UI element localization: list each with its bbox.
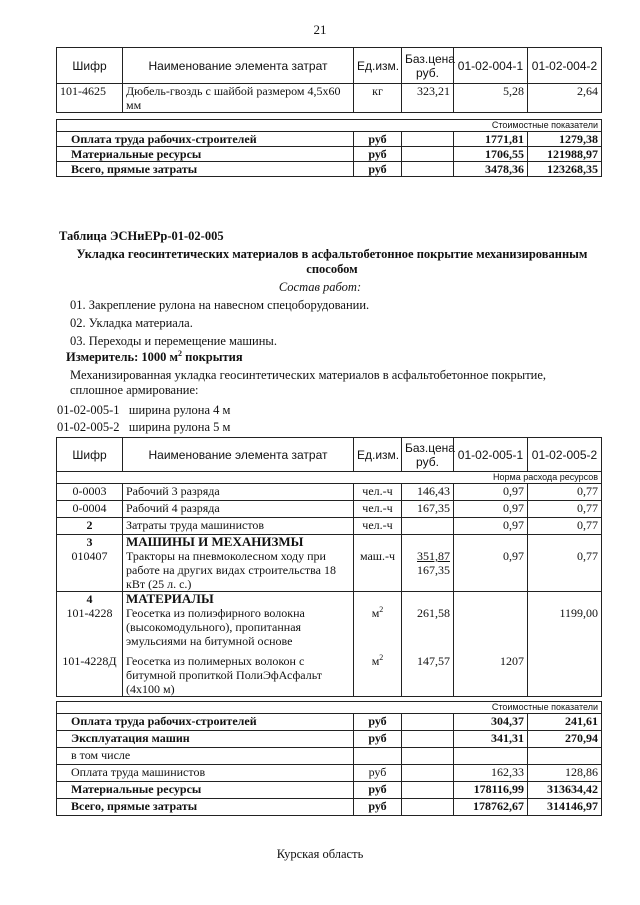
row-unit: маш.-ч (354, 549, 402, 592)
row-price: 261,58 (402, 606, 454, 654)
header-price: Баз.цена руб. (402, 438, 454, 472)
row-v1: 0,97 (454, 549, 528, 592)
row-name: Геосетка из полимерных волокон с битумной пропиткой ПолиЭфАсфальт (4х100 м) (123, 654, 354, 697)
row-price: 167,35 (402, 501, 454, 518)
variant-text: ширина рулона 5 м (128, 420, 231, 434)
price-secondary: 167,35 (417, 563, 450, 577)
row-code: 4 (57, 592, 123, 607)
row-v1: 0,97 (454, 484, 528, 501)
header-col2: 01-02-004-2 (528, 48, 602, 84)
total-row (57, 731, 602, 748)
total-name: Оплата труда рабочих-строителей (57, 714, 354, 731)
table-row (57, 518, 602, 535)
unit-text: м (371, 606, 380, 620)
total-v1: 178116,99 (454, 782, 528, 799)
variant-code: 01-02-005-2 (57, 420, 120, 434)
total-v1: 1771,81 (454, 132, 528, 147)
total-v2: 270,94 (528, 731, 602, 748)
total-unit: руб (354, 132, 402, 147)
header-unit: Ед.изм. (354, 438, 402, 472)
step-item: 03. Переходы и перемещение машины. (70, 334, 277, 348)
row-v2: 0,77 (528, 484, 602, 501)
table-01-02-004 (56, 47, 602, 177)
table-row (57, 501, 602, 518)
row-v2: 2,64 (528, 84, 602, 113)
table-row (57, 654, 602, 697)
variant-text: ширина рулона 4 м (128, 403, 231, 417)
table-row (57, 549, 602, 592)
total-name: Материальные ресурсы (57, 782, 354, 799)
header-col1: 01-02-005-1 (454, 438, 528, 472)
row-code: 2 (57, 518, 123, 535)
total-name: в том числе (57, 748, 354, 765)
total-unit: руб (354, 782, 402, 799)
row-code: 3 (57, 535, 123, 550)
row-code: 101-4228 (57, 606, 123, 654)
table-row (57, 592, 602, 607)
unit-text: м (371, 654, 380, 668)
total-row (57, 799, 602, 816)
row-code: 101-4625 (57, 84, 123, 113)
table-row (57, 484, 602, 501)
total-name: Всего, прямые затраты (57, 799, 354, 816)
norm-label: Норма расхода ресурсов (57, 472, 602, 484)
row-v1: 0,97 (454, 518, 528, 535)
table-title: Таблица ЭСНиЕРр-01-02-005 (59, 229, 224, 243)
row-unit: кг (354, 84, 402, 113)
meter-sup: 2 (178, 348, 183, 358)
total-row (57, 162, 602, 177)
row-v2: 0,77 (528, 549, 602, 592)
total-unit: руб (354, 799, 402, 816)
row-code: 101-4228Д (57, 654, 123, 697)
total-unit: руб (354, 731, 402, 748)
row-price: 146,43 (402, 484, 454, 501)
price-primary: 351,87 (417, 549, 450, 563)
header-price: Баз.цена руб. (402, 48, 454, 84)
total-v1: 3478,36 (454, 162, 528, 177)
page-number: 21 (313, 22, 327, 37)
row-v2: 0,77 (528, 518, 602, 535)
unit-sup: 2 (379, 653, 384, 662)
total-row (57, 765, 602, 782)
header-name: Наименование элемента затрат (123, 438, 354, 472)
row-unit: чел.-ч (354, 501, 402, 518)
variant-item (57, 420, 230, 435)
header-unit: Ед.изм. (354, 48, 402, 84)
footer-region: Курская область (276, 847, 364, 861)
total-v2: 314146,97 (528, 799, 602, 816)
total-name: Всего, прямые затраты (57, 162, 354, 177)
unit-sup: 2 (379, 605, 384, 614)
section-heading: Укладка геосинтетических материалов в асфальтобетонное покрытие механизированным способом (76, 247, 588, 276)
row-v2: 1199,00 (528, 606, 602, 654)
meter-suffix: покрытия (182, 350, 243, 364)
meter-text: Измеритель: 1000 м (66, 350, 179, 364)
total-row (57, 132, 602, 147)
total-name: Оплата труда машинистов (57, 765, 354, 782)
total-row (57, 147, 602, 162)
row-code: 0-0004 (57, 501, 123, 518)
row-code: 0-0003 (57, 484, 123, 501)
row-name: Дюбель-гвоздь с шайбой размером 4,5х60 мм (123, 84, 354, 113)
step-item: 02. Укладка материала. (70, 316, 193, 330)
total-row (57, 714, 602, 731)
row-name: Геосетка из полиэфирного волокна (высокомодульного), пропитанная эмульсиями на битумной основе (123, 606, 354, 654)
total-v1: 304,37 (454, 714, 528, 731)
table-row (57, 84, 602, 113)
total-row (57, 782, 602, 799)
step-item: 01. Закрепление рулона на навесном спецоборудовании. (70, 298, 370, 312)
header-col2: 01-02-005-2 (528, 438, 602, 472)
variant-item (57, 403, 230, 418)
row-price: 323,21 (402, 84, 454, 113)
total-v2: 1279,38 (528, 132, 602, 147)
row-v2: 0,77 (528, 501, 602, 518)
total-v2: 241,61 (528, 714, 602, 731)
header-code: Шифр (57, 48, 123, 84)
total-v1: 162,33 (454, 765, 528, 782)
total-name: Эксплуатация машин (57, 731, 354, 748)
header-name: Наименование элемента затрат (123, 48, 354, 84)
row-unit: чел.-ч (354, 484, 402, 501)
total-v2: 121988,97 (528, 147, 602, 162)
total-unit: руб (354, 147, 402, 162)
total-v1: 341,31 (454, 731, 528, 748)
row-name: Рабочий 4 разряда (123, 501, 354, 518)
total-unit: руб (354, 765, 402, 782)
composition-title: Состав работ: (278, 280, 362, 294)
row-price (402, 549, 454, 592)
table-01-02-005 (56, 437, 602, 816)
row-unit: чел.-ч (354, 518, 402, 535)
row-unit (354, 654, 402, 697)
total-v1: 178762,67 (454, 799, 528, 816)
total-v2: 313634,42 (528, 782, 602, 799)
row-name: МАТЕРИАЛЫ (123, 592, 354, 607)
total-unit: руб (354, 162, 402, 177)
row-price: 147,57 (402, 654, 454, 697)
total-v2: 123268,35 (528, 162, 602, 177)
section-label: Стоимостные показатели (57, 120, 602, 132)
total-v2: 128,86 (528, 765, 602, 782)
description: Механизированная укладка геосинтетических материалов в асфальтобетонное покрытие, сплошное армирование: (70, 368, 547, 397)
table-row (57, 535, 602, 550)
row-code: 010407 (57, 549, 123, 592)
row-v1: 0,97 (454, 501, 528, 518)
row-name: Тракторы на пневмоколесном ходу при работе на других видах строительства 18 кВт (25 л. с.) (123, 549, 354, 592)
row-name: Рабочий 3 разряда (123, 484, 354, 501)
row-v1: 5,28 (454, 84, 528, 113)
section-label: Стоимостные показатели (57, 702, 602, 714)
header-code: Шифр (57, 438, 123, 472)
meter-line (66, 350, 243, 365)
row-name: МАШИНЫ И МЕХАНИЗМЫ (123, 535, 354, 550)
variant-code: 01-02-005-1 (57, 403, 120, 417)
total-row (57, 748, 602, 765)
header-col1: 01-02-004-1 (454, 48, 528, 84)
row-unit (354, 606, 402, 654)
total-v1: 1706,55 (454, 147, 528, 162)
row-v1: 1207 (454, 654, 528, 697)
total-name: Оплата труда рабочих-строителей (57, 132, 354, 147)
row-name: Затраты труда машинистов (123, 518, 354, 535)
total-unit: руб (354, 714, 402, 731)
table-row (57, 606, 602, 654)
total-name: Материальные ресурсы (57, 147, 354, 162)
